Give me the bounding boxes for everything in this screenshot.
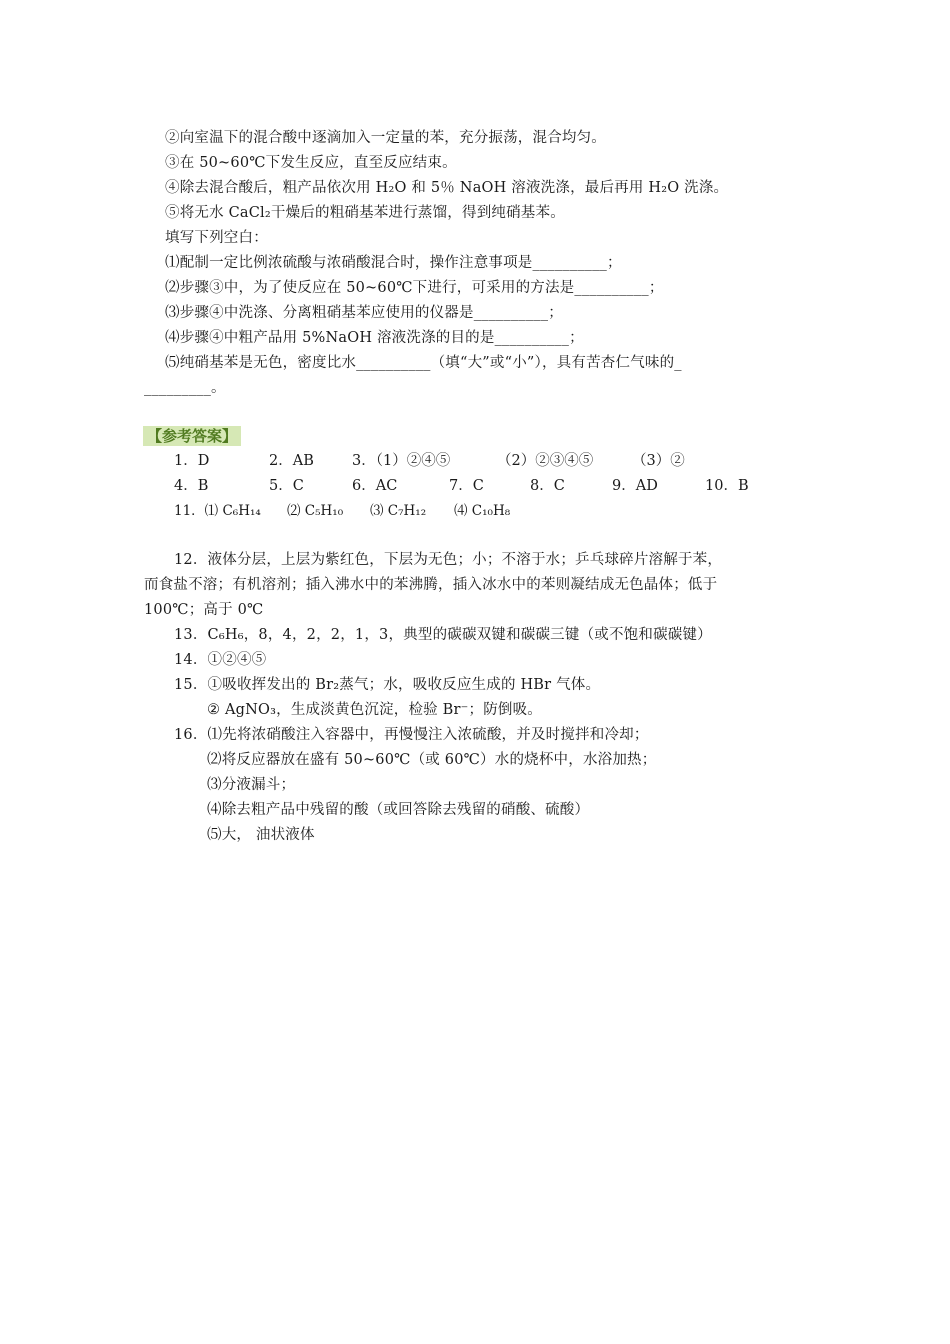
step-4: ④除去混合酸后，粗产品依次用 H₂O 和 5％ NaOH 溶液洗涤，最后再用 H₂O 洗涤。 <box>165 180 729 196</box>
answer-7: 7．C <box>449 478 484 494</box>
fill-prompt: 填写下列空白： <box>165 230 268 246</box>
answer-16-line-3: ⑶分液漏斗； <box>207 777 296 793</box>
answer-4: 4．B <box>174 478 209 494</box>
answer-12-line-2: 而食盐不溶；有机溶剂；插入沸水中的苯沸腾，插入冰水中的苯则凝结成无色晶体；低于 <box>144 577 718 593</box>
answer-13: 13．C₆H₆，8，4，2，2，1，3，典型的碳碳双键和碳碳三键（或不饱和碳碳键） <box>174 627 712 643</box>
answer-2: 2．AB <box>269 453 314 469</box>
answer-5: 5．C <box>269 478 304 494</box>
answer-3-2: （2）②③④⑤ <box>497 453 594 469</box>
answer-12-line-1: 12．液体分层，上层为紫红色，下层为无色；小；不溶于水；乒乓球碎片溶解于苯， <box>174 552 723 568</box>
blank-4: ⑷步骤④中粗产品用 5%NaOH 溶液洗涤的目的是__________； <box>165 330 584 346</box>
answer-3: 3．（1）②④⑤ <box>352 453 451 469</box>
answer-16-line-5: ⑸大， 油状液体 <box>207 827 315 843</box>
answer-10: 10．B <box>705 478 749 494</box>
answer-11-4: ⑷ C₁₀H₈ <box>454 503 511 519</box>
step-5: ⑤将无水 CaCl₂干燥后的粗硝基苯进行蒸馏，得到纯硝基苯。 <box>165 205 565 221</box>
blank-1: ⑴配制一定比例浓硫酸与浓硝酸混合时，操作注意事项是__________； <box>165 255 622 271</box>
answer-15-line-2: ② AgNO₃，生成淡黄色沉淀，检验 Br⁻；防倒吸。 <box>207 702 542 718</box>
blank-5-cont: _________。 <box>144 380 226 396</box>
answer-11-1: 11．⑴ C₆H₁₄ <box>174 503 261 519</box>
answer-16-line-1: 16．⑴先将浓硝酸注入容器中，再慢慢注入浓硫酸，并及时搅拌和冷却； <box>174 727 649 743</box>
answers-header: 【参考答案】 <box>143 426 241 446</box>
answer-3-3: （3）② <box>632 453 685 469</box>
answer-14: 14．①②④⑤ <box>174 652 267 668</box>
step-3: ③在 50~60℃下发生反应，直至反应结束。 <box>165 155 457 171</box>
step-2: ②向室温下的混合酸中逐滴加入一定量的苯，充分振荡，混合均匀。 <box>165 130 606 146</box>
answer-16-line-4: ⑷除去粗产品中残留的酸（或回答除去残留的硝酸、硫酸） <box>207 802 590 818</box>
blank-3: ⑶步骤④中洗涤、分离粗硝基苯应使用的仪器是__________； <box>165 305 563 321</box>
answer-6: 6．AC <box>352 478 398 494</box>
answer-9: 9．AD <box>612 478 658 494</box>
answer-11-2: ⑵ C₅H₁₀ <box>287 503 344 519</box>
answer-1: 1．D <box>174 453 210 469</box>
answer-15-line-1: 15．①吸收挥发出的 Br₂蒸气；水，吸收反应生成的 HBr 气体。 <box>174 677 601 693</box>
blank-5: ⑸纯硝基苯是无色，密度比水__________（填“大”或“小”），具有苦杏仁气味的_ <box>165 355 682 371</box>
answer-16-line-2: ⑵将反应器放在盛有 50~60℃（或 60℃）水的烧杯中，水浴加热； <box>207 752 657 768</box>
blank-2: ⑵步骤③中，为了使反应在 50~60℃下进行，可采用的方法是__________； <box>165 280 664 296</box>
answer-8: 8．C <box>530 478 565 494</box>
answer-12-line-3: 100℃；高于 0℃ <box>144 602 264 618</box>
answer-11-3: ⑶ C₇H₁₂ <box>370 503 427 519</box>
